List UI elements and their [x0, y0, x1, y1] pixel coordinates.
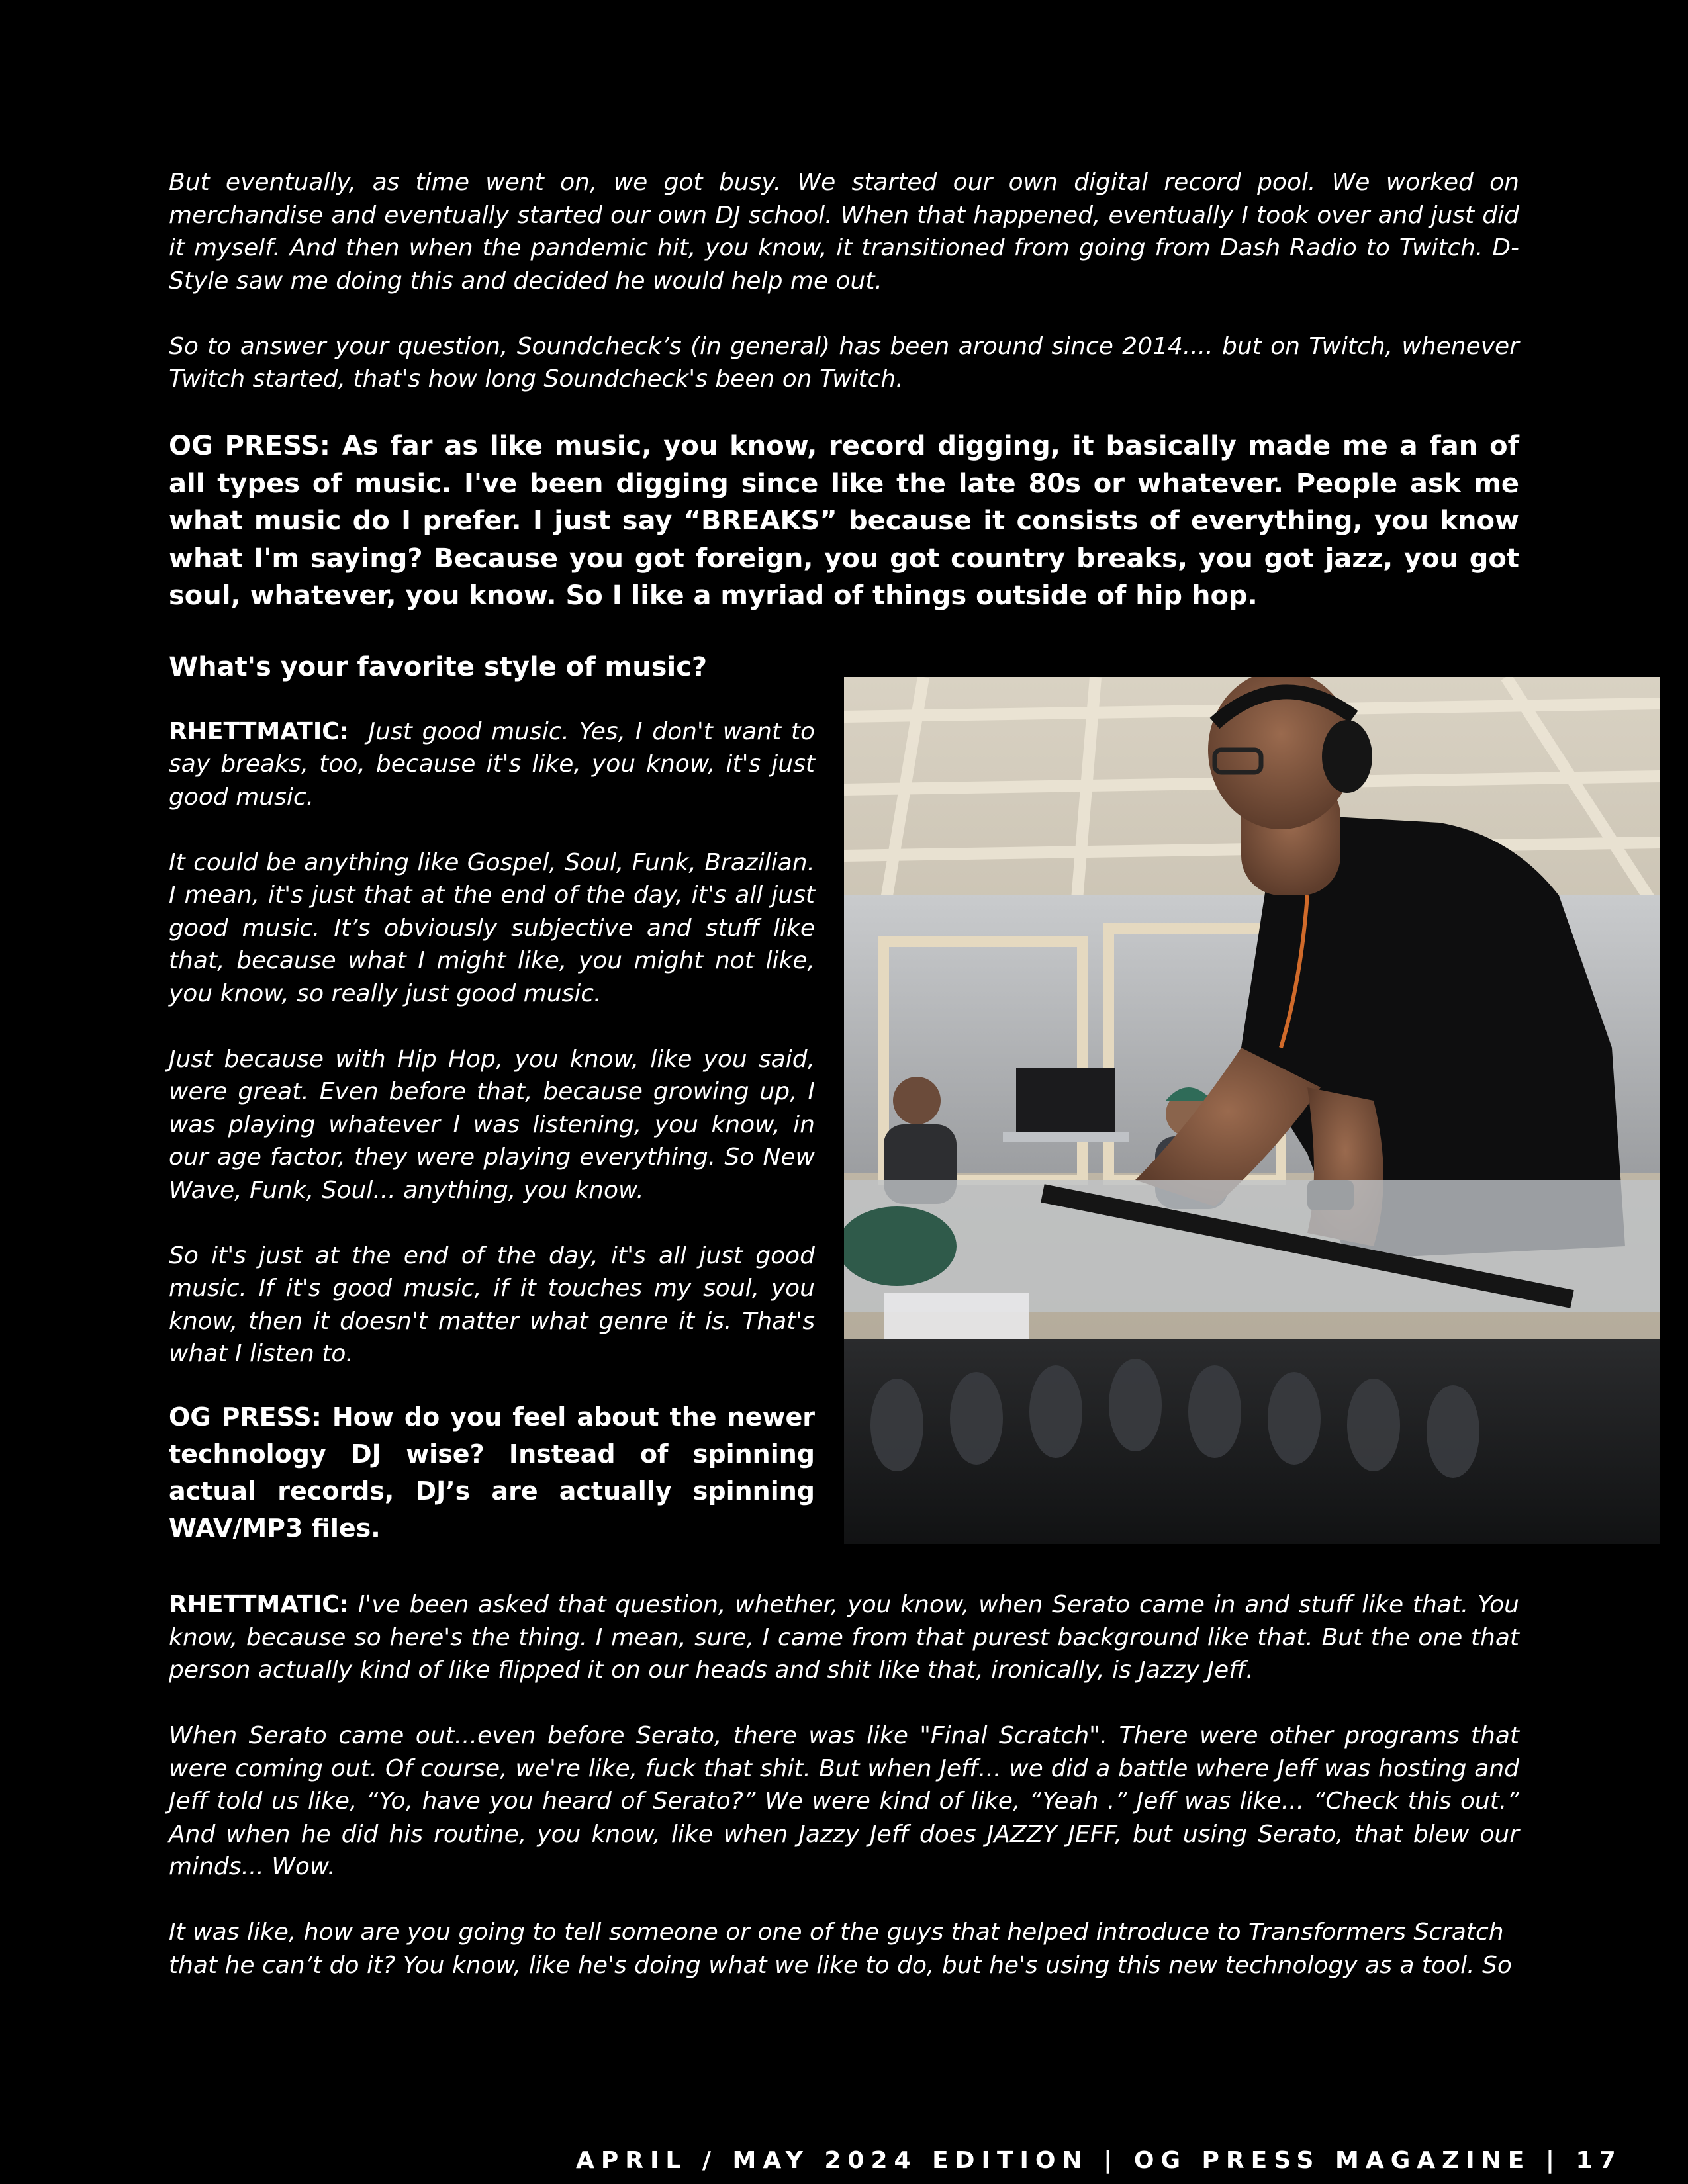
- intro-paragraph: So to answer your question, Soundcheck’s (in general) has been around since 2014.... but on Twitch, whenever Twitch started, that's how long Soundcheck's been on Twitch.: [169, 332, 1519, 392]
- answer-paragraph: [169, 1588, 1519, 1687]
- tech-answer-section: [169, 1588, 1519, 1981]
- dj-photo: [844, 677, 1660, 1544]
- question-favorite: What's your favorite style of music?: [169, 652, 708, 682]
- question-tech: OG PRESS: How do you feel about the newer technology DJ wise? Instead of spinning actual records, DJ’s are actually spinning WAV/MP3 files.: [169, 1402, 815, 1543]
- answer-paragraph: It was like, how are you going to tell someone or one of the guys that helped introduce to Transformers Scratch that he can’t do it? You know, like he's doing what we like to do, but he's using this new technology as a tool. So: [169, 1919, 1512, 1979]
- intro-section: [169, 166, 1519, 396]
- page-footer: APRIL / MAY 2024 EDITION | OG PRESS MAGAZINE | 17: [576, 2147, 1622, 2174]
- answer-text: I've been asked that question, whether, you know, when Serato came in and stuff like that. You know, because so here's the thing. I mean, sure, I came from that purest background like that. But the one that person actually kind of like flipped it on our heads and shit like that, ironically, is Jazzy Jeff.: [169, 1591, 1519, 1684]
- answer-paragraph: [169, 715, 815, 814]
- favorite-music-section: [169, 649, 815, 1547]
- speaker-label: RHETTMATIC:: [169, 1591, 350, 1618]
- answer-paragraph: Just because with Hip Hop, you know, like you said, were great. Even before that, because growing up, I was playing whatever I was listening, you know, in our age factor, they were playing everything. So New Wave, Funk, Soul... anything, you know.: [169, 1045, 815, 1204]
- og-press-statement-section: [169, 428, 1519, 615]
- answer-paragraph: So it's just at the end of the day, it's all just good music. If it's good music, if it touches my soul, you know, then it doesn't matter what genre it is. That's what I listen to.: [169, 1242, 815, 1367]
- intro-paragraph: But eventually, as time went on, we got busy. We started our own digital record pool. We worked on merchandise and eventually started our own DJ school. When that happened, eventually I took over and just did it myself. And then when the pandemic hit, you know, it transitioned from going from Dash Radio to Twitch. D-Style saw me doing this and decided he would help me out.: [169, 169, 1519, 295]
- answer-text: Just good music. Yes, I don't want to say breaks, too, because it's like, you know, it's just good music.: [169, 717, 815, 811]
- og-press-statement: OG PRESS: As far as like music, you know, record digging, it basically made me a fan of all types of music. I've been digging since like the late 80s or whatever. People ask me what music do I prefer. I just say “BREAKS” because it consists of everything, you know what I'm saying? Because you got foreign, you got country breaks, you got jazz, you got soul, whatever, you know. So I like a myriad of things outside of hip hop.: [169, 431, 1519, 611]
- answer-paragraph: When Serato came out...even before Serato, there was like "Final Scratch". There were other programs that were coming out. Of course, we're like, fuck that shit. But when Jeff... we did a battle where Jeff was hosting and Jeff told us like, “Yo, have you heard of Serato?” We were kind of like, “Yeah .” Jeff was like... “Check this out.” And when he did his routine, you know, like when Jazzy Jeff does JAZZY JEFF, but using Serato, that blew our minds... Wow.: [169, 1722, 1519, 1880]
- speaker-label: RHETTMATIC:: [169, 717, 350, 745]
- answer-paragraph: It could be anything like Gospel, Soul, Funk, Brazilian. I mean, it's just that at the end of the day, it's all just good music. It’s obviously subjective and stuff like that, because what I might like, you might not like, you know, so really just good music.: [169, 848, 815, 1007]
